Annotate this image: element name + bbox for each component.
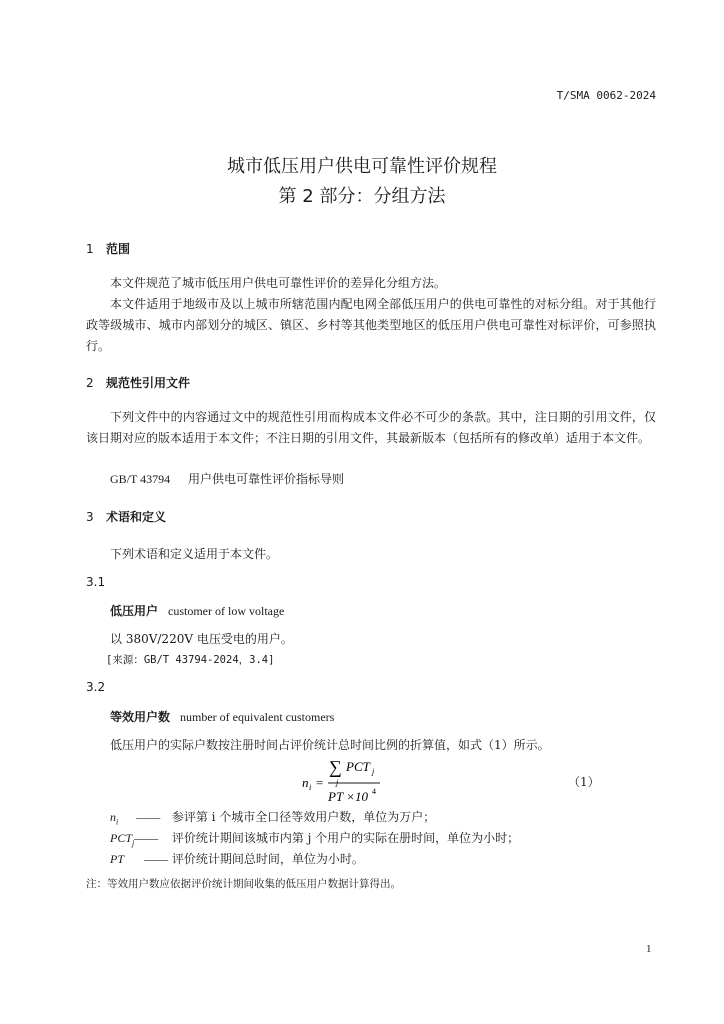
term-3-1-name (110, 602, 284, 619)
reference-title: 用户供电可靠性评价指标导则 (187, 472, 344, 486)
variable-symbol (110, 831, 168, 847)
variable-description: 参评第 i 个城市全口径等效用户数，单位为万户； (171, 810, 436, 824)
reference-item (110, 470, 344, 487)
term-english-name: customer of low voltage (168, 604, 285, 618)
term-chinese-name: 低压用户 (110, 604, 159, 618)
variable-dash: —— (136, 810, 161, 824)
section-title: 术语和定义 (106, 510, 167, 524)
section-title: 规范性引用文件 (106, 376, 191, 390)
section-number: 1 (86, 242, 94, 256)
variable-description: 评价统计期间该城市内第 j 个用户的实际在册时间，单位为小时； (171, 831, 520, 845)
formula-sum-index: j (336, 778, 339, 787)
terms-intro: 下列术语和定义适用于本文件。 (110, 547, 279, 561)
variable-symbol-text: n (110, 810, 116, 824)
formula-lhs: n (302, 775, 309, 790)
standard-code: T/SMA 0062-2024 (556, 89, 656, 102)
document-subtitle: 第 2 部分：分组方法 (278, 186, 446, 207)
term-3-2-definition: 低压用户的实际户数按注册时间占评价统计总时间比例的折算值，如式（1）所示。 (110, 738, 550, 752)
formula-equivalent-customers (298, 753, 394, 811)
document-title: 城市低压用户供电可靠性评价规程 (227, 156, 497, 177)
scope-body (86, 273, 656, 357)
variable-symbol (110, 852, 168, 867)
section-number: 2 (86, 376, 94, 390)
scope-paragraph-2: 本文件适用于地级市及以上城市所辖范围内配电网全部低压用户的供电可靠性的对标分组。对于其他行政等级城市、城市内部划分的城区、镇区、乡村等其他类型地区的低压用户供电可靠性对标评价，可参照执行。 (86, 297, 656, 353)
term-english-name: number of equivalent customers (180, 710, 335, 724)
formula-numerator-subscript: j (372, 767, 375, 776)
section-heading-scope (86, 240, 130, 257)
variable-symbol (110, 810, 168, 826)
formula-equals: = (316, 775, 324, 790)
term-number-3-1: 3.1 (86, 575, 106, 589)
variable-row (110, 850, 364, 867)
reference-code: GB/T 43794 (110, 472, 171, 486)
variable-dash: —— (134, 831, 159, 845)
formula-numerator: PCT (346, 759, 370, 774)
references-body (86, 407, 656, 449)
note: 注：等效用户数应依据评价统计期间收集的低压用户数据计算得出。 (86, 878, 401, 890)
variable-subscript: i (116, 817, 119, 827)
variable-subscript: j (132, 838, 135, 848)
formula-sum-symbol: ∑ (329, 757, 342, 777)
term-3-1-source: [来源：GB/T 43794-2024，3.4] (106, 654, 275, 666)
scope-paragraph-1: 本文件规范了城市低压用户供电可靠性评价的差异化分组方法。 (110, 276, 447, 290)
references-paragraph: 下列文件中的内容通过文中的规范性引用而构成本文件必不可少的条款。其中，注日期的引用文件，仅该日期对应的版本适用于本文件；不注日期的引用文件，其最新版本（包括所有的修改单）适用于本文件。 (86, 410, 656, 445)
variable-row (110, 808, 435, 826)
variable-dash: —— (144, 852, 169, 866)
term-chinese-name: 等效用户数 (110, 710, 171, 724)
variable-symbol-text: PT (110, 852, 125, 866)
variable-row (110, 829, 519, 847)
variable-symbol-text: PCT (110, 831, 133, 845)
variable-description: 评价统计期间总时间，单位为小时。 (171, 852, 364, 866)
section-number: 3 (86, 510, 94, 524)
formula-number: （1） (568, 775, 600, 789)
term-3-2-name (110, 708, 334, 725)
term-3-1-definition: 以 380V/220V 电压受电的用户。 (110, 632, 293, 646)
page-number: 1 (646, 943, 652, 955)
formula-lhs-subscript: i (309, 783, 312, 792)
term-number-3-2: 3.2 (86, 680, 106, 694)
formula-denominator-exponent: 4 (372, 787, 376, 796)
section-heading-references (86, 374, 190, 391)
section-title: 范围 (106, 242, 131, 256)
section-heading-terms (86, 508, 166, 525)
formula-denominator: PT ×10 (328, 789, 368, 804)
